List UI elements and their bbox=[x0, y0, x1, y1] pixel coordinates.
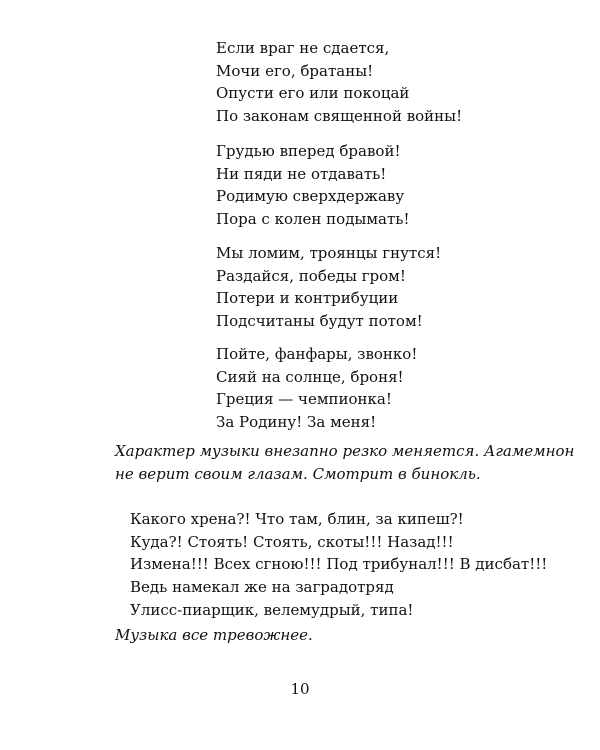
stage-direction-line: Характер музыки внезапно резко меняется. Агамемнон bbox=[115, 442, 575, 460]
verse-line: Пойте, фанфары, звонко! bbox=[216, 345, 418, 363]
stage-direction bbox=[115, 440, 574, 485]
verse-line: Греция — чемпионка! bbox=[216, 390, 392, 409]
page-number: 10 bbox=[290, 680, 310, 698]
stage-direction-line: Музыка все тревожнее. bbox=[115, 626, 313, 644]
character-speech bbox=[130, 508, 547, 621]
verse-line: Если враг не сдается, bbox=[216, 39, 390, 57]
speech-line: Куда?! Стоять! Стоять, скоты!!! Назад!!! bbox=[130, 532, 454, 551]
verse-line: Раздайся, победы гром! bbox=[216, 266, 406, 285]
verse-stanza-4 bbox=[216, 343, 417, 434]
speech-line: Измена!!! Всех сгною!!! Под трибунал!!! В дисбат!!! bbox=[130, 555, 548, 574]
verse-stanza-3 bbox=[216, 242, 441, 333]
verse-line: Опусти его или покоцай bbox=[216, 84, 410, 103]
verse-line: Подсчитаны будут потом! bbox=[216, 312, 423, 331]
speech-line: Какого хрена?! Что там, блин, за кипеш?! bbox=[130, 510, 464, 528]
verse-line: Потери и контрибуции bbox=[216, 289, 399, 308]
verse-line: По законам священной войны! bbox=[216, 107, 463, 126]
verse-line: Мочи его, братаны! bbox=[216, 61, 374, 80]
stage-direction-line: не верит своим глазам. Смотрит в бинокль. bbox=[115, 464, 481, 483]
verse-line: Родимую сверхдержаву bbox=[216, 187, 405, 206]
verse-line: Сияй на солнце, броня! bbox=[216, 367, 404, 386]
verse-stanza-1 bbox=[216, 37, 462, 128]
verse-line: Ни пяди не отдавать! bbox=[216, 164, 387, 183]
verse-line: За Родину! За меня! bbox=[216, 413, 377, 432]
verse-line: Мы ломим, троянцы гнутся! bbox=[216, 244, 442, 262]
speech-line: Улисс-пиарщик, велемудрый, типа! bbox=[130, 600, 414, 619]
stage-direction bbox=[115, 624, 313, 647]
verse-stanza-2 bbox=[216, 140, 409, 231]
speech-line: Ведь намекал же на заградотряд bbox=[130, 578, 394, 597]
verse-line: Пора с колен подымать! bbox=[216, 210, 410, 229]
verse-line: Грудью вперед бравой! bbox=[216, 142, 401, 160]
